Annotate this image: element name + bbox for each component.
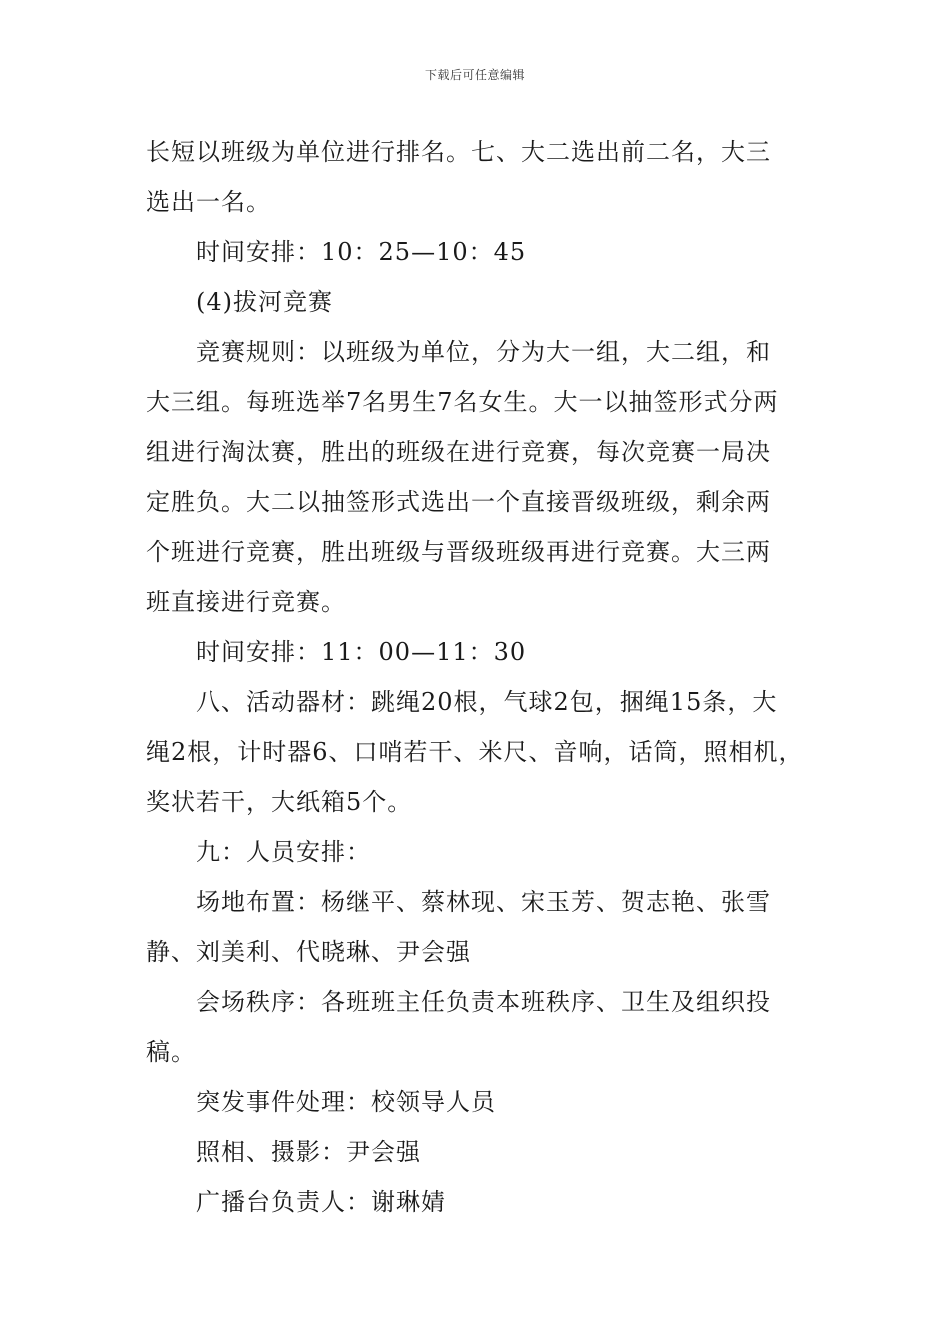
text-line: 八、活动器材：跳绳20根，气球2包，捆绳15条，大 <box>196 688 778 716</box>
text-line: 会场秩序：各班班主任负责本班秩序、卫生及组织投 <box>196 988 771 1016</box>
text-line: 时间安排：10：25—10：45 <box>196 238 527 266</box>
section-heading: 九：人员安排： <box>196 838 371 866</box>
text-line: 组进行淘汰赛，胜出的班级在进行竞赛，每次竞赛一局决 <box>146 438 771 466</box>
text-line: 大三组。每班选举7名男生7名女生。大一以抽签形式分两 <box>146 388 779 416</box>
text-line: 奖状若干，大纸箱5个。 <box>146 788 413 816</box>
text-line: 广播台负责人：谢琳婧 <box>196 1188 446 1216</box>
text-line: 静、刘美利、代晓琳、尹会强 <box>146 938 471 966</box>
text-line: 定胜负。大二以抽签形式选出一个直接晋级班级，剩余两 <box>146 488 771 516</box>
page-header-note: 下载后可任意编辑 <box>424 68 525 82</box>
text-line: 竞赛规则：以班级为单位，分为大一组，大二组，和 <box>196 338 771 366</box>
text-line: 个班进行竞赛，胜出班级与晋级班级再进行竞赛。大三两 <box>146 538 771 566</box>
document-body <box>146 127 830 1227</box>
text-line: 长短以班级为单位进行排名。七、大二选出前二名，大三 <box>146 138 771 166</box>
text-line: 稿。 <box>146 1038 196 1066</box>
text-line: 绳2根，计时器6、口哨若干、米尺、音响，话筒，照相机， <box>146 738 804 766</box>
text-line: 场地布置：杨继平、蔡林现、宋玉芳、贺志艳、张雪 <box>196 888 771 916</box>
text-line: 时间安排：11：00—11：30 <box>196 638 527 666</box>
text-line: 选出一名。 <box>146 188 271 216</box>
text-line: 突发事件处理：校领导人员 <box>196 1088 496 1116</box>
section-heading: (4)拔河竞赛 <box>196 288 333 316</box>
text-line: 班直接进行竞赛。 <box>146 588 346 616</box>
text-line: 照相、摄影：尹会强 <box>196 1138 421 1166</box>
